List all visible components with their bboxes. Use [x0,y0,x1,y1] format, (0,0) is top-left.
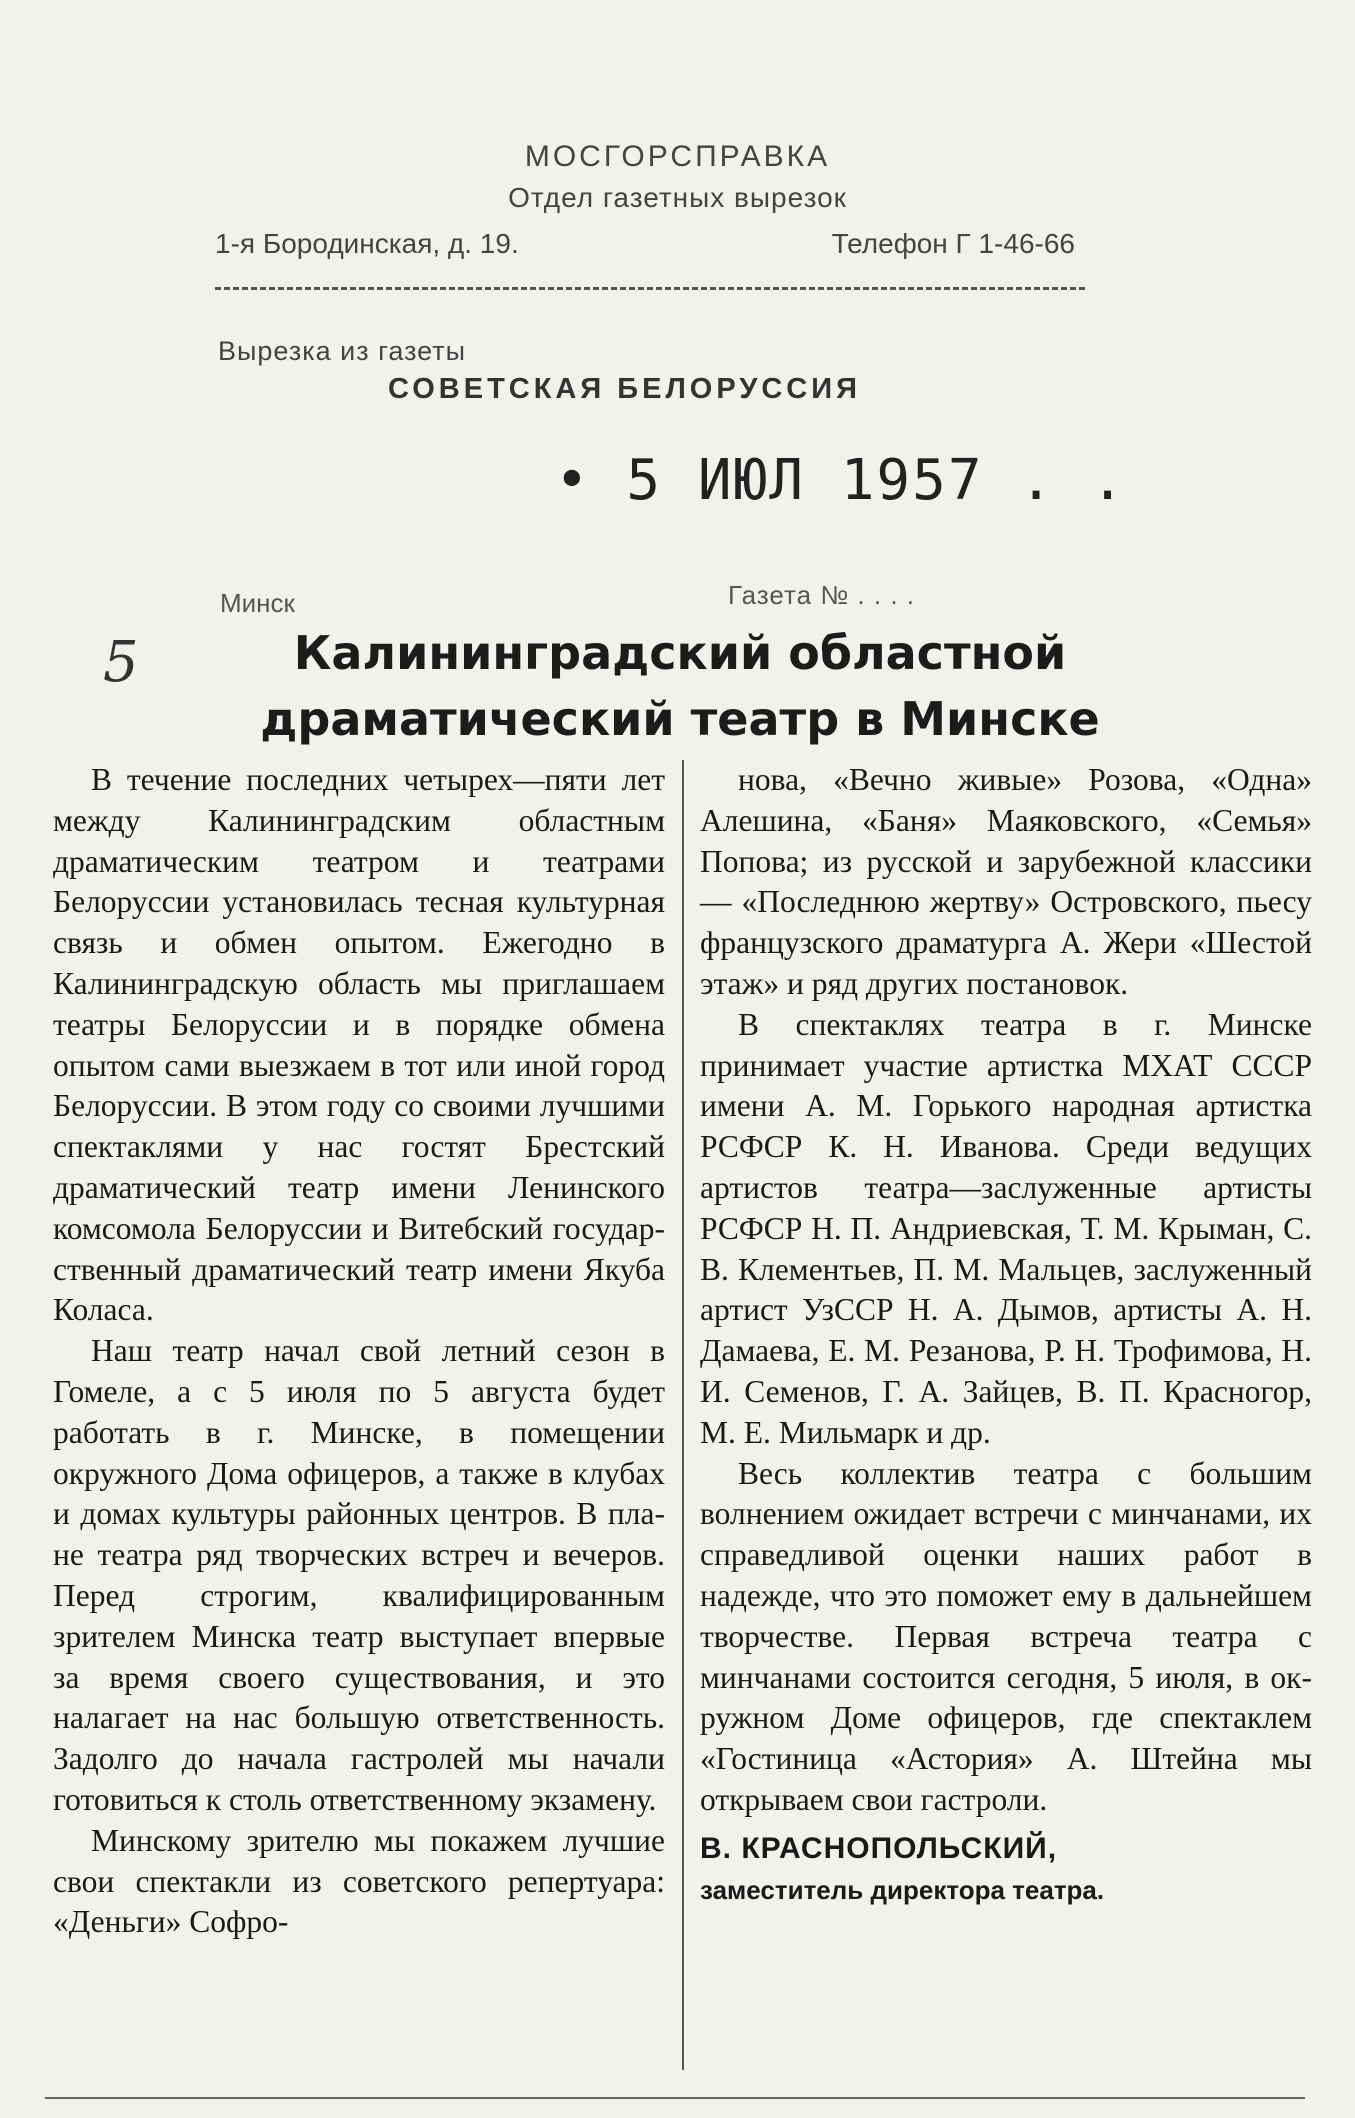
paragraph: В спектаклях театра в г. Минске принимает участие артистка МХАТ СССР имени А. М. Горького народная артистка РСФСР К. Н. Иванова. Среди ведущих артистов театра—заслуженные артисты РСФСР Н. П. Андриевская, Т. М. Крыман, С. В. Клементьев, П. М. Мальцев, заслуженный артист УзССР Н. А. Дымов, артисты А. Н. Дамаева, Е. М. Резанова, Р. Н. Трофимова, Н. И. Семенов, Г. А. Зайцев, В. П. Красногор, М. Е. Мильмарк и др. [700,1006,1312,1450]
article-column-left [53,760,665,1943]
city-label: Минск [220,588,295,618]
article-column-right [700,760,1312,1910]
agency-header [0,140,1355,214]
date-stamp: • 5 ИЮЛ 1957 . . [555,448,1127,513]
margin-mark: 5 [103,630,139,695]
bottom-divider [45,2097,1305,2099]
department-name: Отдел газетных вырезок [508,182,847,213]
paragraph: Весь коллектив театра с большим волнением ожидает встречи с минчанами, их справедливой оценки наших работ в надежде, что это поможет ему в дальнейшем творчестве. Первая встреча театра с минчанами состоится сегодня, 5 июля, в окружном Доме офицеров, где спектаклем «Гостиница «Астория» А. Штейна мы открываем свои гастроли. [700,1455,1312,1817]
organization-name: МОСГОРСПРАВКА [524,140,831,173]
paragraph: В течение последних четырех—пяти лет между Калининградским областным драматическим театром и театрами Белоруссии установилась тесная культурная связь и обмен опытом. Ежегодно в Калининградскую область мы приглашаем театры Белоруссии и в порядке обмена опытом сами выезжаем в тот или иной город Белоруссии. В этом году со своими лучшими спектаклями у нас гостят Брестский драматический театр имени Ленинского комсомола Белоруссии и Витебский государственный драматический театр имени Якуба Коласа. [53,762,665,1328]
paragraph: нова, «Вечно живые» Розова, «Одна» Алешина, «Баня» Маяковского, «Семья» Попова; из русской и зарубежной классики — «Последнюю жертву» Островского, пьесу французского драматурга А. Жери «Шестой этаж» и ряд других постановок. [700,762,1312,1001]
headline-line-2: драматический театр в Минске [260,692,1100,746]
header-divider [215,287,1085,290]
author-name: В. КРАСНОПОЛЬСКИЙ, [700,1831,1058,1865]
headline-line-1: Калининградский областной [293,626,1067,680]
paragraph: Наш театр начал свой летний сезон в Гомеле, а с 5 июля по 5 августа будет работать в г. Минске, в помещении окружного Дома офицеров, а также в клубах и домах культуры районных центров. В плане театра ряд творческих встреч и вечеров. Перед строгим, квалифицированным зрителем Минска театр выступает впервые за время своего существования, и это налагает на нас большую ответственность. Задолго до начала гастролей мы начали готовиться к столь ответственному экзамену. [53,1333,665,1817]
column-divider [682,760,684,2070]
newspaper-name: СОВЕТСКАЯ БЕЛОРУССИЯ [388,373,861,405]
clipping-label: Вырезка из газеты [218,336,467,366]
author-title: заместитель директора театра. [700,1874,1105,1905]
paragraph: Минскому зрителю мы покажем лучшие свои спектакли из советского репертуара: «Деньги» Софро- [53,1822,665,1940]
contact-row [215,228,1075,260]
article-headline [140,620,1220,752]
issue-label: Газета № . . . . [728,580,915,610]
agency-phone: Телефон Г 1-46-66 [831,228,1075,259]
agency-address: 1-я Бородинская, д. 19. [215,228,519,259]
